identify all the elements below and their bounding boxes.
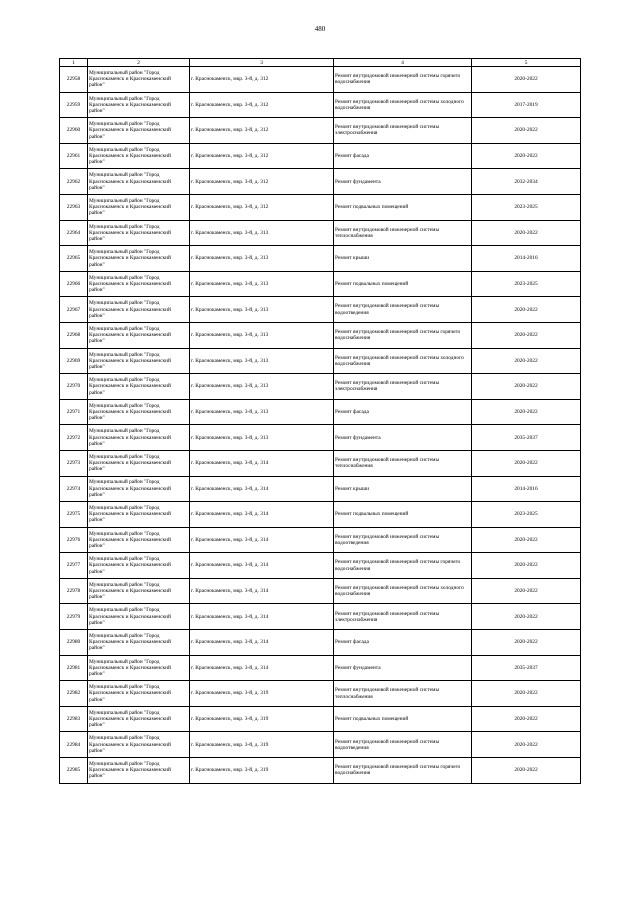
- table-row: [60, 450, 581, 476]
- row-number-cell: 22980: [60, 630, 88, 656]
- address-cell: г. Краснокаменск, мкр. 3-й, д. 312: [190, 92, 334, 118]
- table-row: [60, 502, 581, 528]
- row-number-cell: 22970: [60, 374, 88, 400]
- period-cell: 2020-2022: [472, 732, 581, 758]
- work-type-cell: Ремонт фундамента: [334, 425, 472, 451]
- address-cell: г. Краснокаменск, мкр. 3-й, д. 312: [190, 143, 334, 169]
- row-number-cell: 22982: [60, 681, 88, 707]
- table-row: [60, 732, 581, 758]
- row-number-cell: 22973: [60, 450, 88, 476]
- work-type-cell: Ремонт внутридомовой инженерной системы горячего водоснабжения: [334, 67, 472, 93]
- row-number-cell: 22974: [60, 476, 88, 502]
- address-cell: г. Краснокаменск, мкр. 3-й, д. 313: [190, 220, 334, 246]
- column-header-2: 2: [88, 59, 190, 67]
- row-number-cell: 22971: [60, 399, 88, 425]
- column-header-1: 1: [60, 59, 88, 67]
- work-type-cell: Ремонт подвальных помещений: [334, 271, 472, 297]
- period-cell: 2020-2022: [472, 220, 581, 246]
- municipality-cell: Муниципальный район "Город Краснокаменск и Краснокаменский район": [88, 92, 190, 118]
- work-type-cell: Ремонт подвальных помещений: [334, 706, 472, 732]
- municipality-cell: Муниципальный район "Город Краснокаменск и Краснокаменский район": [88, 118, 190, 144]
- address-cell: г. Краснокаменск, мкр. 3-й, д. 319: [190, 732, 334, 758]
- address-cell: г. Краснокаменск, мкр. 3-й, д. 319: [190, 681, 334, 707]
- row-number-cell: 22972: [60, 425, 88, 451]
- row-number-cell: 22983: [60, 706, 88, 732]
- municipality-cell: Муниципальный район "Город Краснокаменск и Краснокаменский район": [88, 732, 190, 758]
- municipality-cell: Муниципальный район "Город Краснокаменск и Краснокаменский район": [88, 655, 190, 681]
- table-row: [60, 553, 581, 579]
- work-type-cell: Ремонт фасада: [334, 399, 472, 425]
- work-type-cell: Ремонт внутридомовой инженерной системы горячего водоснабжения: [334, 758, 472, 784]
- period-cell: 2014-2016: [472, 246, 581, 272]
- period-cell: 2020-2022: [472, 322, 581, 348]
- period-cell: 2035-2037: [472, 425, 581, 451]
- period-cell: 2023-2025: [472, 502, 581, 528]
- work-type-cell: Ремонт внутридомовой инженерной системы теплоснабжения: [334, 450, 472, 476]
- table-row: [60, 271, 581, 297]
- work-type-cell: Ремонт фундамента: [334, 169, 472, 195]
- row-number-cell: 22967: [60, 297, 88, 323]
- row-number-cell: 22960: [60, 118, 88, 144]
- row-number-cell: 22976: [60, 527, 88, 553]
- period-cell: 2020-2022: [472, 758, 581, 784]
- period-cell: 2020-2022: [472, 399, 581, 425]
- address-cell: г. Краснокаменск, мкр. 3-й, д. 312: [190, 67, 334, 93]
- municipality-cell: Муниципальный район "Город Краснокаменск и Краснокаменский район": [88, 604, 190, 630]
- row-number-cell: 22985: [60, 758, 88, 784]
- period-cell: 2020-2022: [472, 553, 581, 579]
- row-number-cell: 22963: [60, 194, 88, 220]
- municipality-cell: Муниципальный район "Город Краснокаменск и Краснокаменский район": [88, 374, 190, 400]
- table-row: [60, 425, 581, 451]
- period-cell: 2023-2025: [472, 271, 581, 297]
- work-type-cell: Ремонт внутридомовой инженерной системы электроснабжения: [334, 604, 472, 630]
- address-cell: г. Краснокаменск, мкр. 3-й, д. 313: [190, 348, 334, 374]
- municipality-cell: Муниципальный район "Город Краснокаменск и Краснокаменский район": [88, 527, 190, 553]
- table-row: [60, 348, 581, 374]
- period-cell: 2020-2022: [472, 604, 581, 630]
- period-cell: 2023-2025: [472, 194, 581, 220]
- address-cell: г. Краснокаменск, мкр. 3-й, д. 314: [190, 450, 334, 476]
- table-row: [60, 322, 581, 348]
- municipality-cell: Муниципальный район "Город Краснокаменск и Краснокаменский район": [88, 271, 190, 297]
- column-header-3: 3: [190, 59, 334, 67]
- address-cell: г. Краснокаменск, мкр. 3-й, д. 313: [190, 297, 334, 323]
- row-number-cell: 22975: [60, 502, 88, 528]
- row-number-cell: 22965: [60, 246, 88, 272]
- row-number-cell: 22966: [60, 271, 88, 297]
- address-cell: г. Краснокаменск, мкр. 3-й, д. 313: [190, 374, 334, 400]
- work-type-cell: Ремонт внутридомовой инженерной системы водоотведения: [334, 297, 472, 323]
- period-cell: 2020-2022: [472, 348, 581, 374]
- work-type-cell: Ремонт внутридомовой инженерной системы горячего водоснабжения: [334, 322, 472, 348]
- address-cell: г. Краснокаменск, мкр. 3-й, д. 312: [190, 118, 334, 144]
- column-header-4: 4: [334, 59, 472, 67]
- municipality-cell: Муниципальный район "Город Краснокаменск и Краснокаменский район": [88, 450, 190, 476]
- column-header-row: [60, 59, 581, 67]
- row-number-cell: 22964: [60, 220, 88, 246]
- municipality-cell: Муниципальный район "Город Краснокаменск и Краснокаменский район": [88, 578, 190, 604]
- row-number-cell: 22961: [60, 143, 88, 169]
- work-type-cell: Ремонт внутридомовой инженерной системы теплоснабжения: [334, 220, 472, 246]
- address-cell: г. Краснокаменск, мкр. 3-й, д. 314: [190, 527, 334, 553]
- work-type-cell: Ремонт внутридомовой инженерной системы водоотведения: [334, 527, 472, 553]
- work-type-cell: Ремонт внутридомовой инженерной системы водоотведения: [334, 732, 472, 758]
- table-row: [60, 118, 581, 144]
- municipality-cell: Муниципальный район "Город Краснокаменск и Краснокаменский район": [88, 194, 190, 220]
- row-number-cell: 22968: [60, 322, 88, 348]
- table-row: [60, 578, 581, 604]
- work-type-cell: Ремонт внутридомовой инженерной системы холодного водоснабжения: [334, 348, 472, 374]
- row-number-cell: 22981: [60, 655, 88, 681]
- municipality-cell: Муниципальный район "Город Краснокаменск и Краснокаменский район": [88, 297, 190, 323]
- municipality-cell: Муниципальный район "Город Краснокаменск и Краснокаменский район": [88, 67, 190, 93]
- row-number-cell: 22962: [60, 169, 88, 195]
- municipality-cell: Муниципальный район "Город Краснокаменск и Краснокаменский район": [88, 169, 190, 195]
- table-row: [60, 374, 581, 400]
- municipality-cell: Муниципальный район "Город Краснокаменск и Краснокаменский район": [88, 681, 190, 707]
- work-type-cell: Ремонт внутридомовой инженерной системы горячего водоснабжения: [334, 553, 472, 579]
- municipality-cell: Муниципальный район "Город Краснокаменск и Краснокаменский район": [88, 425, 190, 451]
- municipality-cell: Муниципальный район "Город Краснокаменск и Краснокаменский район": [88, 502, 190, 528]
- municipality-cell: Муниципальный район "Город Краснокаменск и Краснокаменский район": [88, 143, 190, 169]
- municipality-cell: Муниципальный район "Город Краснокаменск и Краснокаменский район": [88, 322, 190, 348]
- municipality-cell: Муниципальный район "Город Краснокаменск и Краснокаменский район": [88, 399, 190, 425]
- column-header-5: 5: [472, 59, 581, 67]
- table-row: [60, 630, 581, 656]
- table-row: [60, 527, 581, 553]
- municipality-cell: Муниципальный район "Город Краснокаменск и Краснокаменский район": [88, 758, 190, 784]
- row-number-cell: 22959: [60, 92, 88, 118]
- table-row: [60, 758, 581, 784]
- row-number-cell: 22958: [60, 67, 88, 93]
- row-number-cell: 22978: [60, 578, 88, 604]
- table-row: [60, 246, 581, 272]
- table-row: [60, 604, 581, 630]
- address-cell: г. Краснокаменск, мкр. 3-й, д. 313: [190, 399, 334, 425]
- period-cell: 2032-2034: [472, 169, 581, 195]
- municipality-cell: Муниципальный район "Город Краснокаменск и Краснокаменский район": [88, 476, 190, 502]
- work-type-cell: Ремонт фасада: [334, 630, 472, 656]
- work-type-cell: Ремонт подвальных помещений: [334, 194, 472, 220]
- address-cell: г. Краснокаменск, мкр. 3-й, д. 313: [190, 271, 334, 297]
- address-cell: г. Краснокаменск, мкр. 3-й, д. 314: [190, 604, 334, 630]
- period-cell: 2020-2022: [472, 706, 581, 732]
- table-row: [60, 297, 581, 323]
- work-type-cell: Ремонт фасада: [334, 143, 472, 169]
- address-cell: г. Краснокаменск, мкр. 3-й, д. 314: [190, 502, 334, 528]
- period-cell: 2020-2022: [472, 118, 581, 144]
- table-row: [60, 681, 581, 707]
- address-cell: г. Краснокаменск, мкр. 3-й, д. 314: [190, 630, 334, 656]
- table-row: [60, 655, 581, 681]
- address-cell: г. Краснокаменск, мкр. 3-й, д. 314: [190, 476, 334, 502]
- address-cell: г. Краснокаменск, мкр. 3-й, д. 312: [190, 169, 334, 195]
- work-type-cell: Ремонт внутридомовой инженерной системы электроснабжения: [334, 118, 472, 144]
- table-row: [60, 67, 581, 93]
- period-cell: 2017-2019: [472, 92, 581, 118]
- row-number-cell: 22969: [60, 348, 88, 374]
- page-number: 480: [314, 25, 326, 33]
- table-row: [60, 706, 581, 732]
- period-cell: 2020-2022: [472, 450, 581, 476]
- period-cell: 2020-2022: [472, 630, 581, 656]
- table-body: [60, 59, 581, 784]
- municipality-cell: Муниципальный район "Город Краснокаменск и Краснокаменский район": [88, 348, 190, 374]
- period-cell: 2020-2022: [472, 578, 581, 604]
- table-row: [60, 476, 581, 502]
- address-cell: г. Краснокаменск, мкр. 3-й, д. 314: [190, 578, 334, 604]
- period-cell: 2014-2016: [472, 476, 581, 502]
- municipality-cell: Муниципальный район "Город Краснокаменск и Краснокаменский район": [88, 706, 190, 732]
- address-cell: г. Краснокаменск, мкр. 3-й, д. 313: [190, 322, 334, 348]
- row-number-cell: 22984: [60, 732, 88, 758]
- row-number-cell: 22979: [60, 604, 88, 630]
- repair-schedule-table: [59, 58, 581, 784]
- work-type-cell: Ремонт внутридомовой инженерной системы теплоснабжения: [334, 681, 472, 707]
- municipality-cell: Муниципальный район "Город Краснокаменск и Краснокаменский район": [88, 630, 190, 656]
- address-cell: г. Краснокаменск, мкр. 3-й, д. 312: [190, 194, 334, 220]
- period-cell: 2020-2022: [472, 527, 581, 553]
- address-cell: г. Краснокаменск, мкр. 3-й, д. 314: [190, 553, 334, 579]
- work-type-cell: Ремонт внутридомовой инженерной системы холодного водоснабжения: [334, 92, 472, 118]
- address-cell: г. Краснокаменск, мкр. 3-й, д. 314: [190, 655, 334, 681]
- address-cell: г. Краснокаменск, мкр. 3-й, д. 319: [190, 706, 334, 732]
- table-row: [60, 220, 581, 246]
- address-cell: г. Краснокаменск, мкр. 3-й, д. 319: [190, 758, 334, 784]
- work-type-cell: Ремонт крыши: [334, 246, 472, 272]
- work-type-cell: Ремонт внутридомовой инженерной системы электроснабжения: [334, 374, 472, 400]
- period-cell: 2020-2022: [472, 681, 581, 707]
- work-type-cell: Ремонт подвальных помещений: [334, 502, 472, 528]
- period-cell: 2020-2022: [472, 67, 581, 93]
- period-cell: 2020-2022: [472, 297, 581, 323]
- table-row: [60, 194, 581, 220]
- work-type-cell: Ремонт фундамента: [334, 655, 472, 681]
- municipality-cell: Муниципальный район "Город Краснокаменск и Краснокаменский район": [88, 553, 190, 579]
- work-type-cell: Ремонт внутридомовой инженерной системы холодного водоснабжения: [334, 578, 472, 604]
- municipality-cell: Муниципальный район "Город Краснокаменск и Краснокаменский район": [88, 246, 190, 272]
- address-cell: г. Краснокаменск, мкр. 3-й, д. 313: [190, 425, 334, 451]
- table-row: [60, 399, 581, 425]
- table-row: [60, 92, 581, 118]
- table-row: [60, 169, 581, 195]
- period-cell: 2035-2037: [472, 655, 581, 681]
- period-cell: 2020-2022: [472, 374, 581, 400]
- table-row: [60, 143, 581, 169]
- row-number-cell: 22977: [60, 553, 88, 579]
- municipality-cell: Муниципальный район "Город Краснокаменск и Краснокаменский район": [88, 220, 190, 246]
- work-type-cell: Ремонт крыши: [334, 476, 472, 502]
- period-cell: 2020-2022: [472, 143, 581, 169]
- address-cell: г. Краснокаменск, мкр. 3-й, д. 313: [190, 246, 334, 272]
